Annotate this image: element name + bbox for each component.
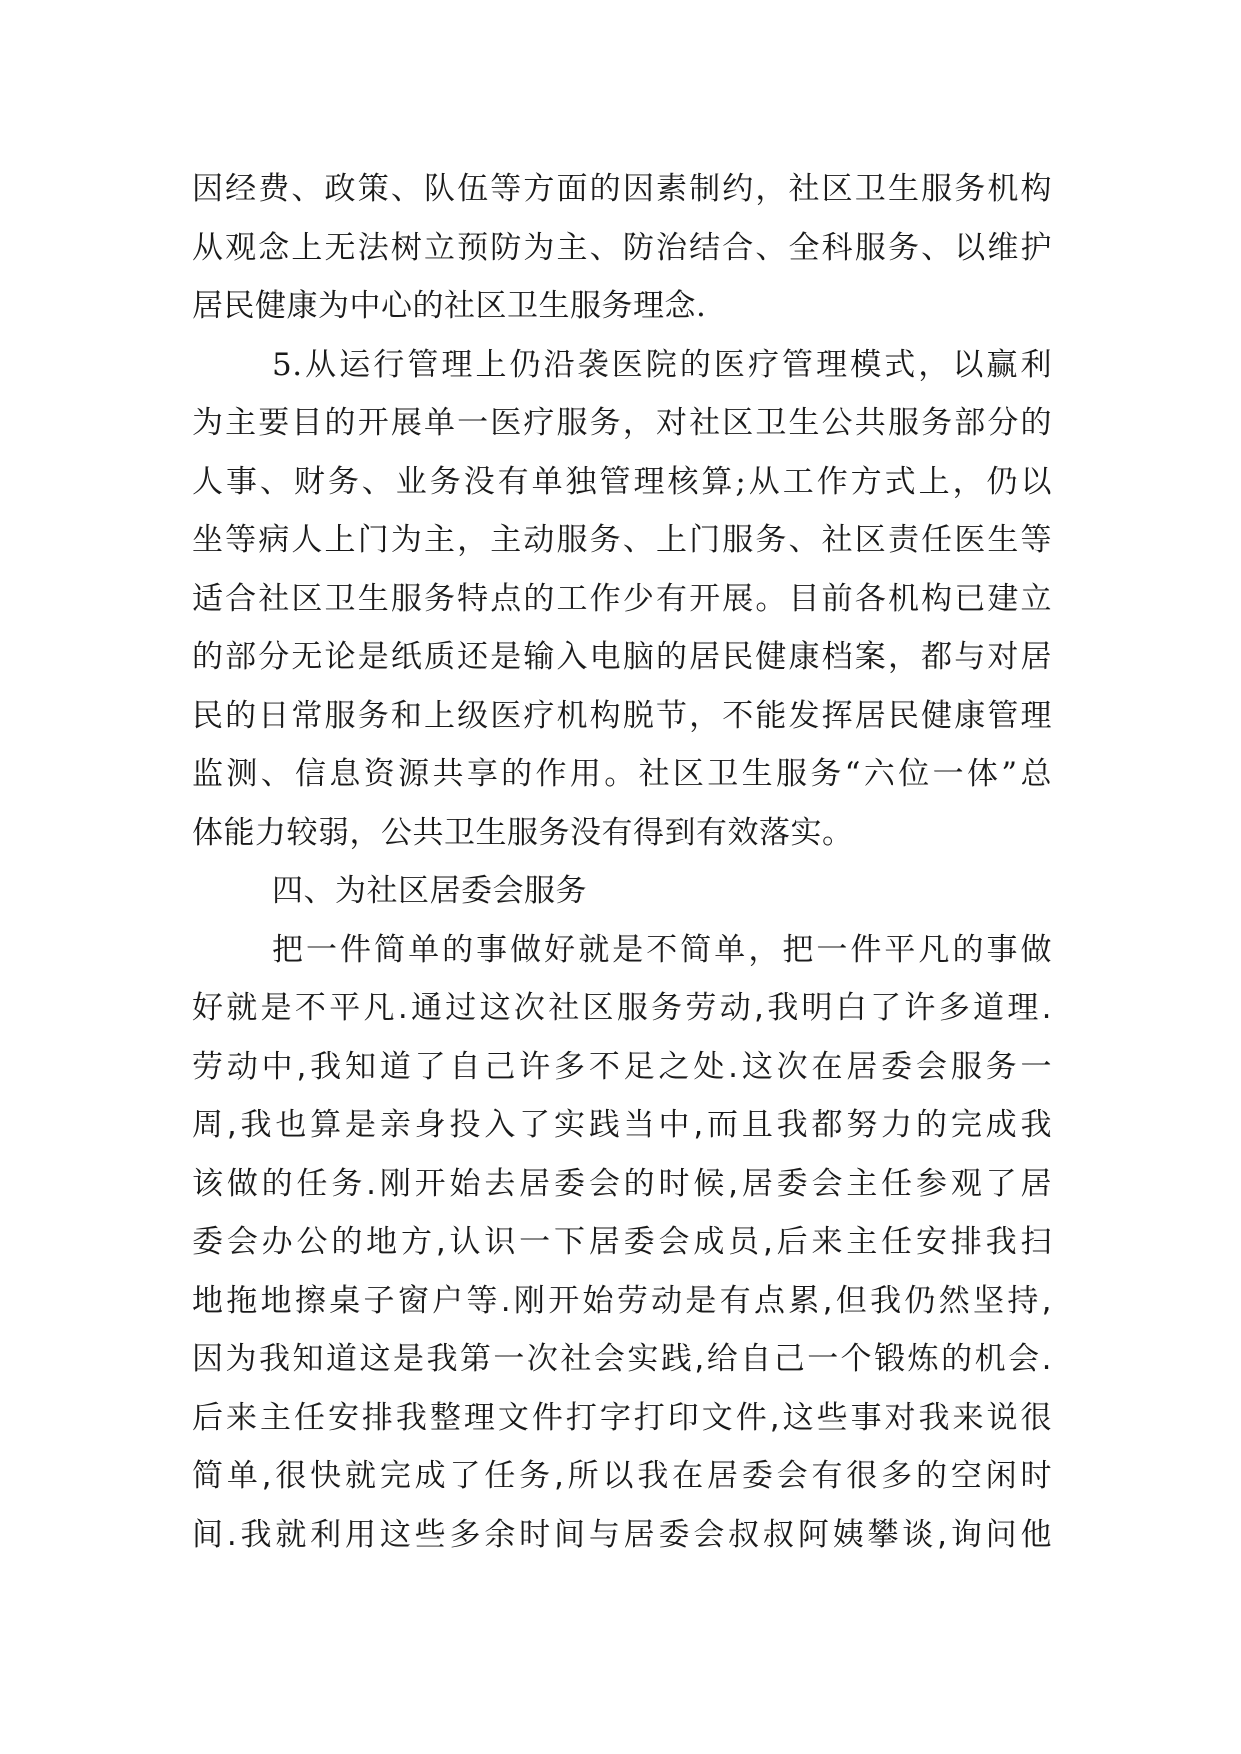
- text-line: 坐等病人上门为主，主动服务、上门服务、社区责任医生等: [192, 522, 1052, 558]
- body-text: [192, 160, 1052, 1564]
- text-line: 委会办公的地方,认识一下居委会成员,后来主任安排我扫: [192, 1224, 1052, 1260]
- text-line: 为主要目的开展单一医疗服务，对社区卫生公共服务部分的: [192, 405, 1052, 441]
- text-line: 因为我知道这是我第一次社会实践,给自己一个锻炼的机会.: [192, 1341, 1052, 1377]
- text-line: 体能力较弱，公共卫生服务没有得到有效落实。: [192, 814, 854, 851]
- text-line: 间.我就利用这些多余时间与居委会叔叔阿姨攀谈,询问他: [192, 1516, 1052, 1553]
- text-line: 人事、财务、业务没有单独管理核算;从工作方式上，仍以: [192, 463, 1052, 500]
- text-line: 民的日常服务和上级医疗机构脱节，不能发挥居民健康管理: [192, 697, 1052, 734]
- text-line: 地拖地擦桌子窗户等.刚开始劳动是有点累,但我仍然坚持,: [192, 1282, 1052, 1319]
- text-line: 适合社区卫生服务特点的工作少有开展。目前各机构已建立: [192, 580, 1052, 617]
- text-line: 居民健康为中心的社区卫生服务理念.: [192, 288, 707, 324]
- text-line: 该做的任务.刚开始去居委会的时候,居委会主任参观了居: [192, 1165, 1052, 1202]
- section-heading: 四、为社区居委会服务: [272, 873, 587, 909]
- text-line: 劳动中,我知道了自己许多不足之处.这次在居委会服务一: [192, 1048, 1052, 1085]
- text-line: 简单,很快就完成了任务,所以我在居委会有很多的空闲时: [192, 1458, 1052, 1494]
- text-line: 好就是不平凡.通过这次社区服务劳动,我明白了许多道理.: [192, 990, 1052, 1026]
- text-line: 的部分无论是纸质还是输入电脑的居民健康档案，都与对居: [192, 639, 1052, 675]
- text-line: 周,我也算是亲身投入了实践当中,而且我都努力的完成我: [192, 1107, 1052, 1143]
- text-line: 因经费、政策、队伍等方面的因素制约，社区卫生服务机构: [192, 171, 1052, 207]
- text-line: 5.从运行管理上仍沿袭医院的医疗管理模式，以赢利: [272, 346, 1052, 383]
- text-line: 把一件简单的事做好就是不简单，把一件平凡的事做: [272, 931, 1052, 968]
- text-line: 监测、信息资源共享的作用。社区卫生服务“六位一体”总: [192, 756, 1052, 792]
- text-line: 从观念上无法树立预防为主、防治结合、全科服务、以维护: [192, 229, 1052, 266]
- text-line: 后来主任安排我整理文件打字打印文件,这些事对我来说很: [192, 1399, 1052, 1436]
